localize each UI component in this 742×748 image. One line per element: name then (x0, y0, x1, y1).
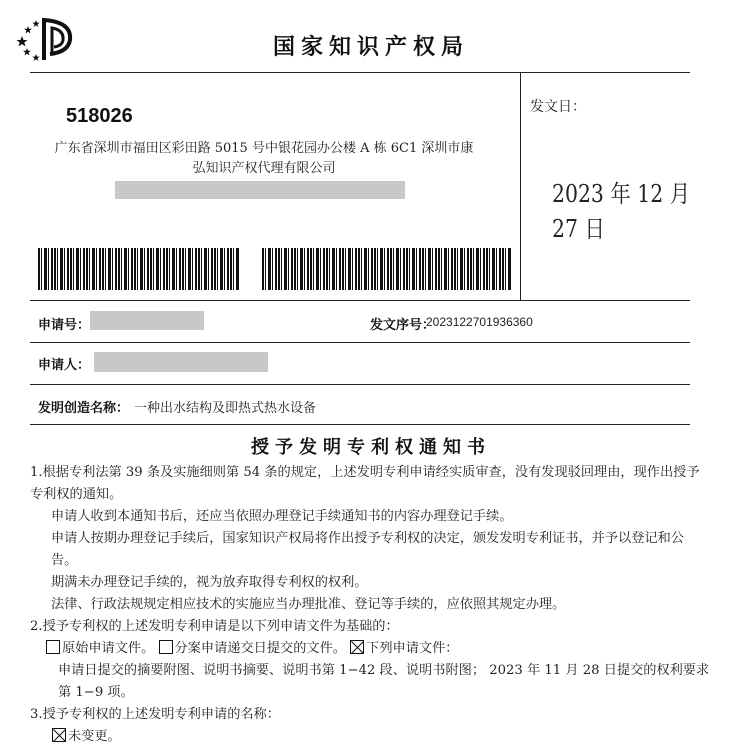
options-row (30, 638, 710, 660)
issue-date-stamp: 2023 年 12 月 27 日 (552, 180, 691, 243)
redacted-application-no (90, 311, 204, 330)
paragraph-5: 法律、行政法规规定相应技术的实施应当办理批准、登记等手续的，应依照其规定办理。 (51, 597, 566, 612)
paragraph-7: 申请日提交的摘要附图、说明书摘要、说明书第 1−42 段、说明书附图； 2023 年 11 月 28 日提交的权利要求第 1−9 项。 (58, 663, 710, 700)
redacted-recipient-name (115, 181, 405, 199)
paragraph-3 (30, 528, 710, 572)
notice-body (30, 462, 710, 748)
checkbox-following-docs[interactable] (350, 640, 364, 654)
notice-title: 授予发明专利权通知书 (251, 437, 491, 458)
checkbox-name-unchanged[interactable] (52, 728, 66, 742)
divider (520, 72, 521, 300)
paragraph-6: 2.授予专利权的上述发明专利申请是以下列申请文件为基础的： (30, 619, 399, 634)
barcode-right (262, 248, 512, 290)
recipient-address (44, 139, 484, 179)
divider (30, 72, 690, 73)
divider (30, 342, 690, 343)
barcode-left (38, 248, 240, 290)
document-serial-value: 2023122701936360 (426, 315, 533, 329)
paragraph-4: 期满未办理登记手续的，视为放弃取得专利权的权利。 (51, 575, 368, 590)
paragraph-2: 申请人收到本通知书后，还应当依照办理登记手续通知书的内容办理登记手续。 (51, 509, 513, 524)
name-unchanged-row (30, 726, 710, 748)
issue-date-label: 发文日： (530, 99, 586, 115)
paragraph-8: 3.授予专利权的上述发明专利申请的名称： (30, 707, 280, 722)
divider (30, 384, 690, 385)
paragraph-3-text: 申请人按期办理登记手续后，国家知识产权局将作出授予专利权的决定，颁发发明专利证书，并予以登记和公告。 (51, 531, 684, 568)
paragraph-1: 1.根据专利法第 39 条及实施细则第 54 条的规定，上述发明专利申请经实质审查，没有发现驳回理由，现作出授予专利权的通知。 (30, 465, 700, 502)
postcode: 518026 (66, 105, 133, 127)
option-original-docs: 原始申请文件。 (62, 641, 155, 656)
applicant-label: 申请人： (38, 358, 91, 373)
redacted-applicant (94, 352, 268, 372)
checkbox-original-docs[interactable] (46, 640, 60, 654)
application-no-label: 申请号： (38, 318, 91, 333)
invention-name-value: 一种出水结构及即热式热水设备 (134, 401, 317, 416)
address-line-1: 广东省深圳市福田区彩田路 5015 号中银花园办公楼 A 栋 6C1 深圳市康 (54, 141, 474, 156)
checkbox-divisional-docs[interactable] (159, 640, 173, 654)
address-line-2: 弘知识产权代理有限公司 (192, 161, 336, 176)
option-name-unchanged: 未变更。 (68, 729, 121, 744)
divider (30, 300, 690, 301)
invention-name-label: 发明创造名称： (38, 401, 130, 416)
document-serial-label: 发文序号： (370, 318, 436, 333)
office-title: 国家知识产权局 (272, 35, 469, 60)
option-following-docs: 下列申请文件： (366, 641, 459, 656)
divider (30, 424, 690, 425)
option-divisional-docs: 分案申请递交日提交的文件。 (174, 641, 346, 656)
